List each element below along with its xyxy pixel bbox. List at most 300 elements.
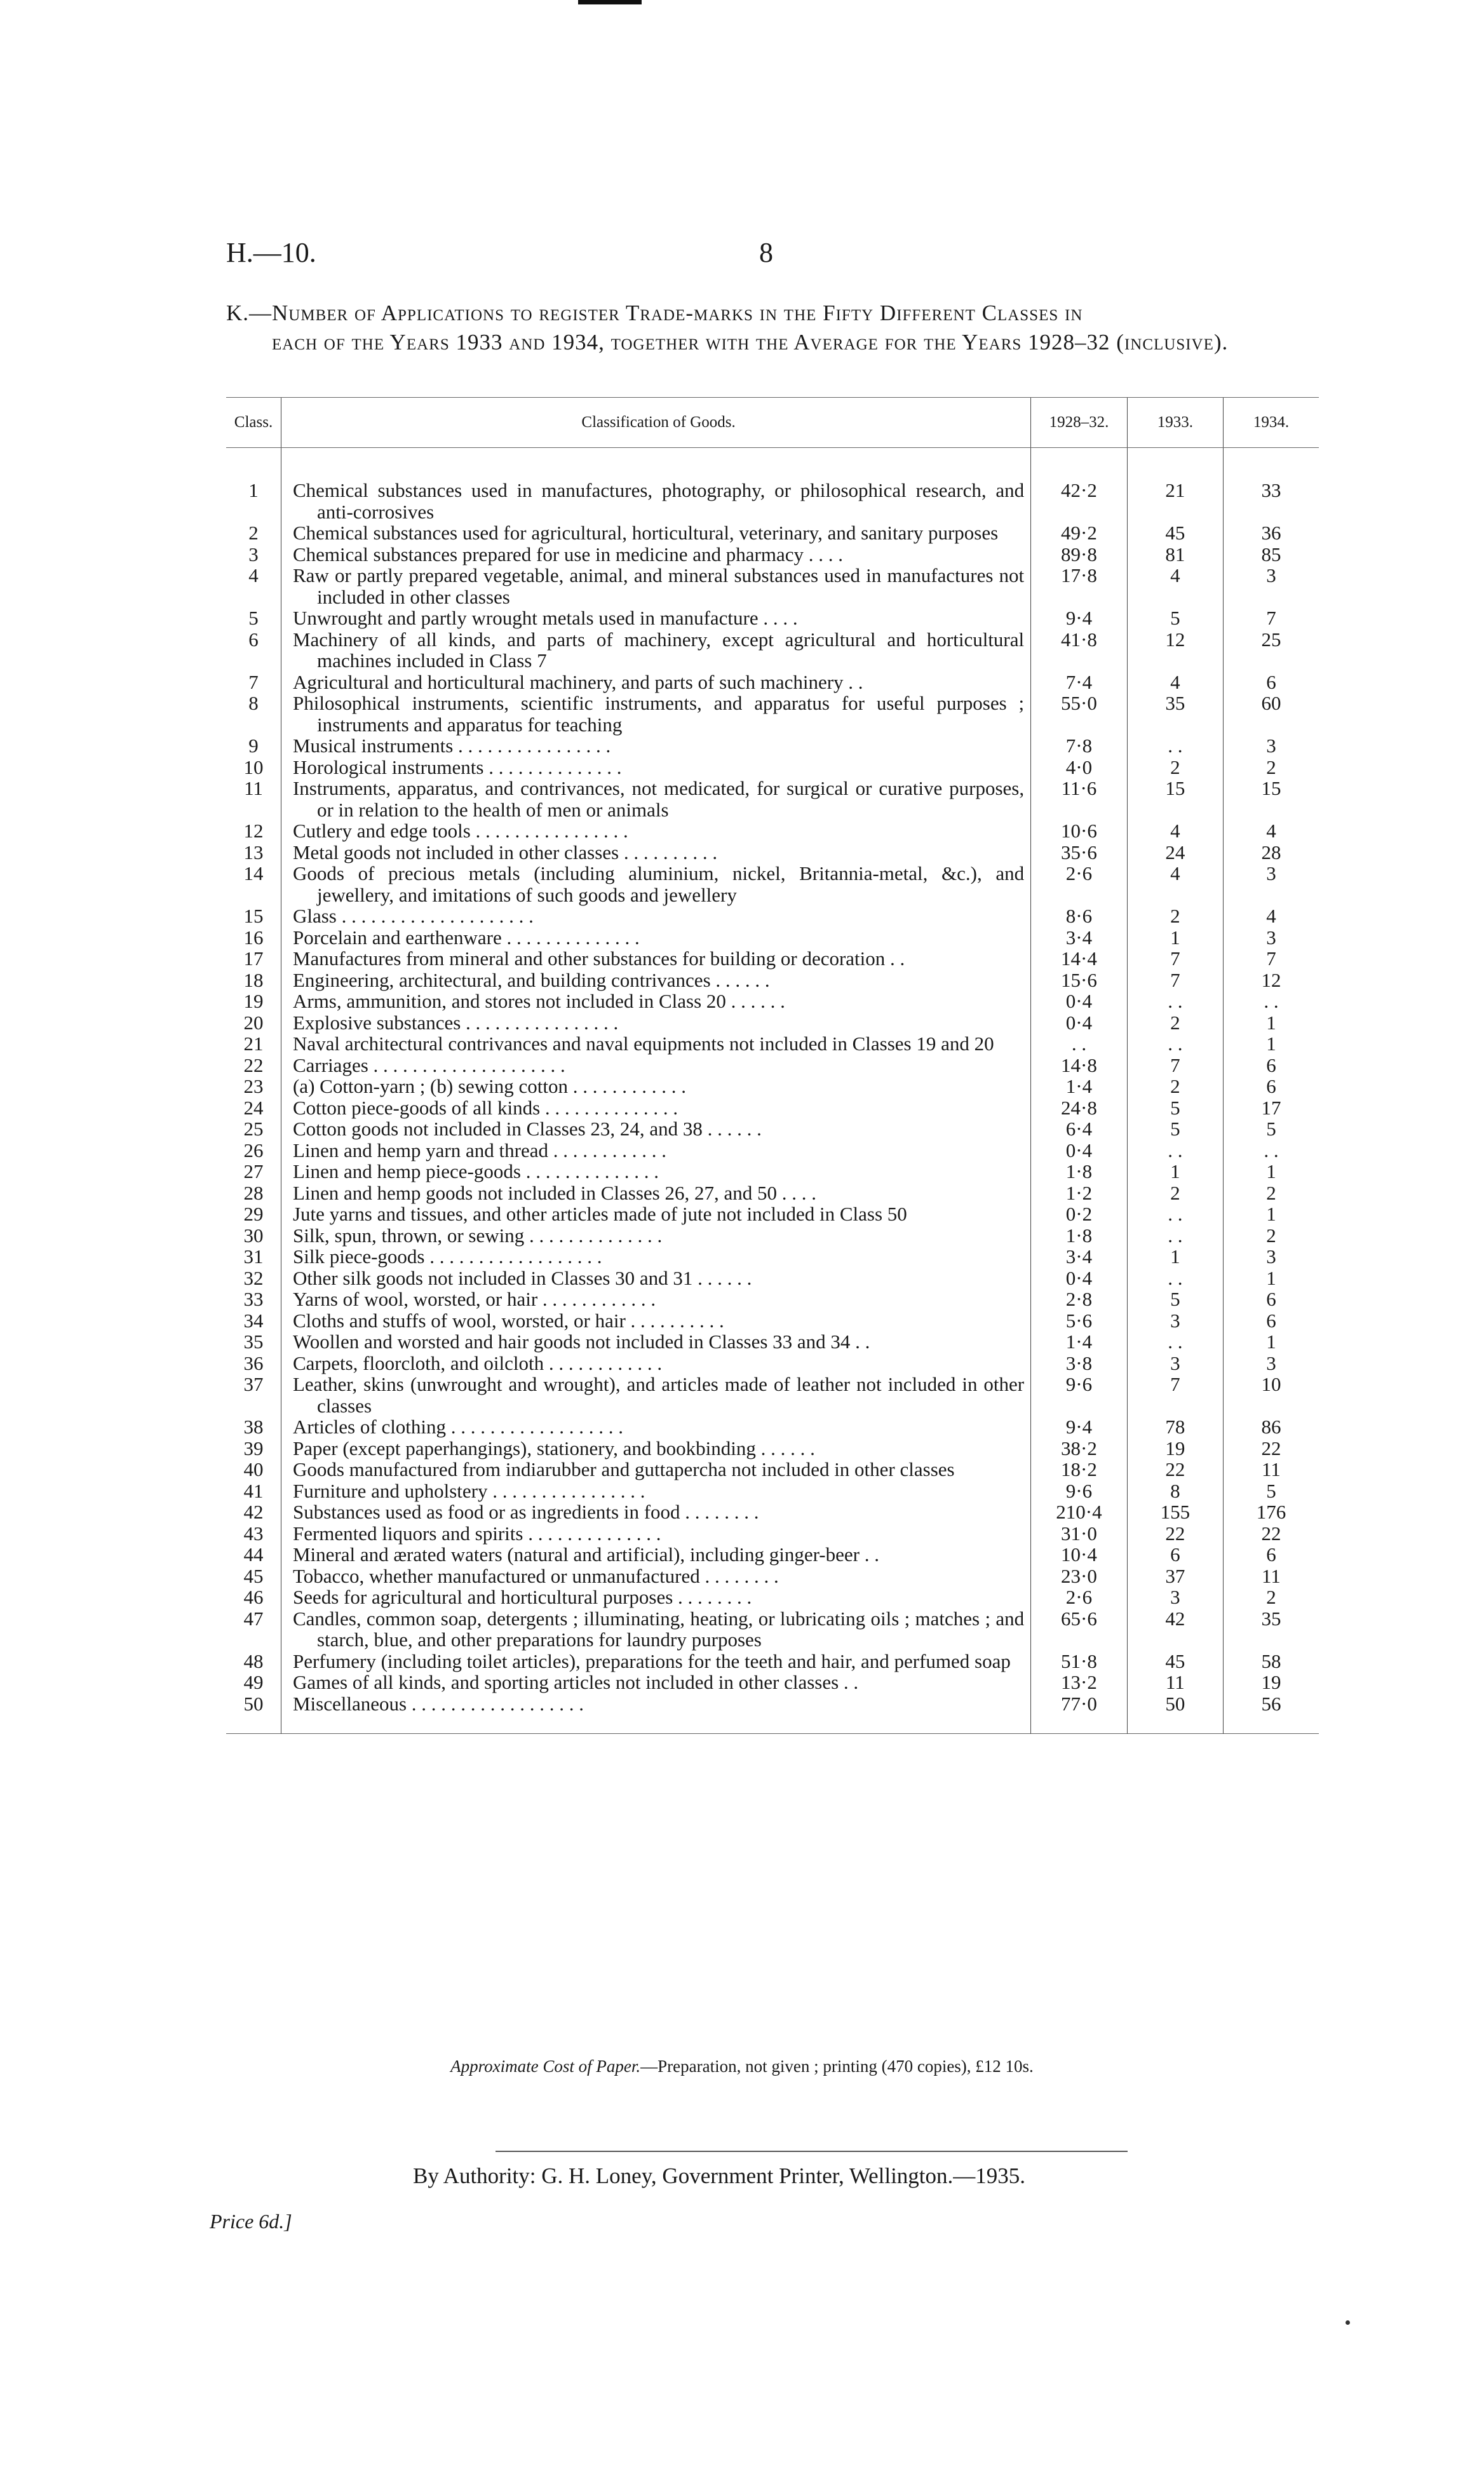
table-row <box>226 1523 1319 1545</box>
count-1934-cell: 17 <box>1223 1097 1319 1119</box>
table-row <box>226 1693 1319 1734</box>
goods-cell <box>281 1012 1030 1034</box>
count-1933-cell: 2 <box>1127 757 1223 778</box>
class-cell: 45 <box>243 1564 264 1587</box>
count-1933-cell: 21 <box>1127 448 1223 523</box>
class-cell: 1 <box>248 479 259 501</box>
goods-text: Cotton goods not included in Classes 23, 24, and 38 . . . . . . <box>292 1118 762 1140</box>
count-1933-cell: 1 <box>1127 1161 1223 1182</box>
goods-text: (a) Cotton-yarn ; (b) sewing cotton . . . . . . . . . . . . <box>292 1075 687 1097</box>
class-cell: 32 <box>243 1266 264 1289</box>
avg-1928-32-cell: 89·8 <box>1031 544 1128 565</box>
goods-text: Cutlery and edge tools . . . . . . . . . . . . . . . . <box>292 820 628 842</box>
count-1934-cell: 1 <box>1223 1268 1319 1289</box>
table-row <box>226 1438 1319 1459</box>
class-cell: 7 <box>248 670 259 693</box>
table-row <box>226 1587 1319 1608</box>
class-cell: 24 <box>243 1096 264 1119</box>
count-1934-cell: 6 <box>1223 1076 1319 1097</box>
count-1934-cell: 58 <box>1223 1651 1319 1672</box>
table-row <box>226 991 1319 1012</box>
class-cell: 49 <box>243 1671 264 1693</box>
goods-cell <box>281 735 1030 757</box>
goods-cell <box>281 629 1030 672</box>
goods-cell <box>281 948 1030 970</box>
count-1933-cell: 11 <box>1127 1672 1223 1693</box>
count-1934-cell: 1 <box>1223 1012 1319 1034</box>
avg-1928-32-cell: 51·8 <box>1031 1651 1128 1672</box>
table-row <box>226 1182 1319 1204</box>
col-header-class: Class. <box>226 398 281 448</box>
goods-cell <box>281 693 1030 735</box>
goods-cell <box>281 1140 1030 1161</box>
cost-label: Approximate Cost of Paper. <box>450 2057 641 2076</box>
count-1934-cell: 86 <box>1223 1416 1319 1438</box>
avg-1928-32-cell: 18·2 <box>1031 1459 1128 1480</box>
avg-1928-32-cell: 0·4 <box>1031 1268 1128 1289</box>
count-1933-cell: 37 <box>1127 1566 1223 1587</box>
table-row <box>226 1203 1319 1225</box>
avg-1928-32-cell: 2·8 <box>1031 1289 1128 1310</box>
avg-1928-32-cell: 9·6 <box>1031 1480 1128 1502</box>
goods-text: Games of all kinds, and sporting articles not included in other classes . . <box>292 1671 859 1693</box>
avg-1928-32-cell: 14·8 <box>1031 1055 1128 1076</box>
class-cell: 47 <box>243 1607 264 1630</box>
goods-text: Jute yarns and tissues, and other articles made of jute not included in Class 50 <box>292 1203 907 1225</box>
class-cell: 48 <box>243 1649 264 1672</box>
goods-cell <box>281 1480 1030 1502</box>
goods-text: Explosive substances . . . . . . . . . . . . . . . . <box>292 1011 619 1034</box>
avg-1928-32-cell: 14·4 <box>1031 948 1128 970</box>
col-header-1934: 1934. <box>1223 398 1319 448</box>
goods-text: Linen and hemp yarn and thread . . . . . . . . . . . . <box>292 1139 666 1161</box>
count-1934-cell: 2 <box>1223 757 1319 778</box>
authority-line: By Authority: G. H. Loney, Government Printer, Wellington.—1935. <box>413 2163 1026 2188</box>
goods-cell <box>281 448 1030 523</box>
table-row <box>226 1331 1319 1353</box>
goods-cell <box>281 544 1030 565</box>
class-cell: 40 <box>243 1458 264 1480</box>
count-1933-cell: 8 <box>1127 1480 1223 1502</box>
class-cell: 20 <box>243 1011 264 1034</box>
table-row <box>226 1651 1319 1672</box>
count-1933-cell: 35 <box>1127 693 1223 735</box>
class-cell: 11 <box>244 777 263 799</box>
class-cell: 29 <box>243 1203 264 1225</box>
count-1934-cell: 35 <box>1223 1608 1319 1651</box>
class-cell: 37 <box>243 1373 264 1395</box>
count-1933-cell: 5 <box>1127 1289 1223 1310</box>
count-1933-cell: 5 <box>1127 1118 1223 1140</box>
count-1933-cell: . . <box>1127 1225 1223 1247</box>
avg-1928-32-cell: 65·6 <box>1031 1608 1128 1651</box>
goods-text: Paper (except paperhangings), stationery, and bookbinding . . . . . . <box>292 1437 815 1459</box>
count-1933-cell: 24 <box>1127 842 1223 863</box>
avg-1928-32-cell: 35·6 <box>1031 842 1128 863</box>
count-1934-cell: 33 <box>1223 448 1319 523</box>
goods-text: Porcelain and earthenware . . . . . . . . . . . . . . <box>292 926 640 949</box>
class-cell: 26 <box>243 1139 264 1161</box>
page-number: 8 <box>759 237 773 268</box>
count-1934-cell: 1 <box>1223 1161 1319 1182</box>
class-cell: 23 <box>243 1075 264 1097</box>
class-cell: 4 <box>248 564 259 586</box>
class-cell: 43 <box>243 1522 264 1545</box>
count-1934-cell: 22 <box>1223 1523 1319 1545</box>
goods-text: Seeds for agricultural and horticultural purposes . . . . . . . . <box>292 1586 752 1608</box>
count-1933-cell: 7 <box>1127 1055 1223 1076</box>
goods-text: Agricultural and horticultural machinery, and parts of such machinery . . <box>292 670 863 693</box>
goods-cell <box>281 1523 1030 1545</box>
table-row <box>226 1672 1319 1693</box>
count-1933-cell: 19 <box>1127 1438 1223 1459</box>
goods-text: Goods manufactured from indiarubber and guttapercha not included in other classes <box>292 1458 955 1480</box>
avg-1928-32-cell: 5·6 <box>1031 1310 1128 1332</box>
goods-text: Horological instruments . . . . . . . . . . . . . . <box>292 755 622 778</box>
class-cell: 36 <box>243 1351 264 1374</box>
count-1934-cell: 6 <box>1223 672 1319 693</box>
count-1934-cell: 19 <box>1223 1672 1319 1693</box>
goods-cell <box>281 1310 1030 1332</box>
avg-1928-32-cell: 3·4 <box>1031 927 1128 949</box>
class-cell: 16 <box>243 926 264 949</box>
count-1934-cell: 6 <box>1223 1055 1319 1076</box>
count-1934-cell: 1 <box>1223 1203 1319 1225</box>
table-body <box>226 448 1319 1734</box>
count-1933-cell: 2 <box>1127 905 1223 927</box>
avg-1928-32-cell: 23·0 <box>1031 1566 1128 1587</box>
table-row <box>226 544 1319 565</box>
count-1933-cell: . . <box>1127 1331 1223 1353</box>
table-row <box>226 757 1319 778</box>
count-1934-cell: 25 <box>1223 629 1319 672</box>
goods-text: Articles of clothing . . . . . . . . . . . . . . . . . . <box>292 1416 624 1438</box>
table-row <box>226 778 1319 820</box>
avg-1928-32-cell: 1·4 <box>1031 1331 1128 1353</box>
count-1934-cell: 5 <box>1223 1118 1319 1140</box>
class-cell: 10 <box>243 755 264 778</box>
table-row <box>226 1012 1319 1034</box>
class-cell: 28 <box>243 1181 264 1204</box>
table-row <box>226 629 1319 672</box>
goods-cell <box>281 842 1030 863</box>
table-row <box>226 1501 1319 1523</box>
count-1934-cell: 7 <box>1223 607 1319 629</box>
class-cell: 14 <box>243 862 264 884</box>
class-cell: 2 <box>248 522 259 544</box>
table-row <box>226 1416 1319 1438</box>
goods-text: Silk piece-goods . . . . . . . . . . . . . . . . . . <box>292 1245 602 1268</box>
avg-1928-32-cell: 77·0 <box>1031 1693 1128 1734</box>
goods-text: Goods of precious metals (including aluminium, nickel, Britannia-metal, &c.), and jewellery, and imitations of such goods and jewellery <box>292 862 1025 906</box>
table-row <box>226 672 1319 693</box>
class-cell: 9 <box>248 734 259 757</box>
table-row <box>226 1055 1319 1076</box>
class-cell: 12 <box>243 820 264 842</box>
avg-1928-32-cell: 3·4 <box>1031 1246 1128 1268</box>
count-1934-cell: 3 <box>1223 565 1319 607</box>
avg-1928-32-cell: 0·4 <box>1031 1012 1128 1034</box>
table-row <box>226 927 1319 949</box>
class-cell: 42 <box>243 1501 264 1523</box>
count-1933-cell: 50 <box>1127 1693 1223 1734</box>
table-row <box>226 1076 1319 1097</box>
goods-text: Engineering, architectural, and building contrivances . . . . . . <box>292 968 770 991</box>
class-cell: 13 <box>243 841 264 863</box>
count-1933-cell: 4 <box>1127 565 1223 607</box>
goods-cell <box>281 757 1030 778</box>
goods-text: Musical instruments . . . . . . . . . . . . . . . . <box>292 734 611 757</box>
table-row <box>226 1225 1319 1247</box>
avg-1928-32-cell: 9·4 <box>1031 1416 1128 1438</box>
count-1934-cell: 28 <box>1223 842 1319 863</box>
class-cell: 5 <box>248 607 259 629</box>
goods-text: Instruments, apparatus, and contrivances, not medicated, for surgical or curative purposes, or in relation to the health of men or animals <box>292 777 1025 821</box>
avg-1928-32-cell: 7·4 <box>1031 672 1128 693</box>
avg-1928-32-cell: 31·0 <box>1031 1523 1128 1545</box>
table-row <box>226 1608 1319 1651</box>
goods-cell <box>281 863 1030 905</box>
goods-cell <box>281 565 1030 607</box>
count-1934-cell: 11 <box>1223 1566 1319 1587</box>
avg-1928-32-cell: 1·8 <box>1031 1161 1128 1182</box>
goods-cell <box>281 672 1030 693</box>
count-1933-cell: 15 <box>1127 778 1223 820</box>
class-cell: 17 <box>243 947 264 970</box>
trade-marks-table <box>226 397 1319 1739</box>
count-1933-cell: 3 <box>1127 1587 1223 1608</box>
count-1934-cell: . . <box>1223 991 1319 1012</box>
class-cell: 39 <box>243 1437 264 1459</box>
table-row <box>226 863 1319 905</box>
goods-text: Chemical substances used for agricultural, horticultural, veterinary, and sanitary purposes <box>292 522 999 544</box>
avg-1928-32-cell: 8·6 <box>1031 905 1128 927</box>
goods-cell <box>281 1182 1030 1204</box>
count-1934-cell: 3 <box>1223 863 1319 905</box>
avg-1928-32-cell: . . <box>1031 1033 1128 1055</box>
goods-text: Other silk goods not included in Classes 30 and 31 . . . . . . <box>292 1266 752 1289</box>
goods-text: Candles, common soap, detergents ; illuminating, heating, or lubricating oils ; matches ; and starch, blue, and other preparations for laundry purposes <box>292 1607 1025 1651</box>
avg-1928-32-cell: 0·2 <box>1031 1203 1128 1225</box>
goods-text: Perfumery (including toilet articles), preparations for the teeth and hair, and perfumed soap <box>292 1649 1011 1672</box>
count-1933-cell: 7 <box>1127 970 1223 991</box>
goods-cell <box>281 1161 1030 1182</box>
avg-1928-32-cell: 49·2 <box>1031 522 1128 544</box>
avg-1928-32-cell: 11·6 <box>1031 778 1128 820</box>
goods-cell <box>281 820 1030 842</box>
table-row <box>226 1480 1319 1502</box>
table-row <box>226 1246 1319 1268</box>
title-line-2: each of the Years 1933 and 1934, together with the Average for the Years 1928–32 (inclusive). <box>272 330 1229 355</box>
goods-text: Substances used as food or as ingredients in food . . . . . . . . <box>292 1501 759 1523</box>
goods-text: Leather, skins (unwrought and wrought), and articles made of leather not included in other classes <box>292 1373 1025 1417</box>
avg-1928-32-cell: 1·4 <box>1031 1076 1128 1097</box>
avg-1928-32-cell: 13·2 <box>1031 1672 1128 1693</box>
count-1933-cell: 81 <box>1127 544 1223 565</box>
table-row <box>226 1566 1319 1587</box>
avg-1928-32-cell: 210·4 <box>1031 1501 1128 1523</box>
count-1934-cell: 12 <box>1223 970 1319 991</box>
count-1934-cell: 22 <box>1223 1438 1319 1459</box>
count-1934-cell: 4 <box>1223 905 1319 927</box>
col-header-1933: 1933. <box>1127 398 1223 448</box>
table-header-row <box>226 398 1319 448</box>
count-1933-cell: 12 <box>1127 629 1223 672</box>
avg-1928-32-cell: 0·4 <box>1031 1140 1128 1161</box>
count-1934-cell: 1 <box>1223 1033 1319 1055</box>
price-note: Price 6d.] <box>210 2210 292 2233</box>
table-title <box>226 299 1319 357</box>
class-cell: 33 <box>243 1288 264 1310</box>
count-1933-cell: 4 <box>1127 672 1223 693</box>
table-row <box>226 1097 1319 1119</box>
count-1933-cell: 1 <box>1127 927 1223 949</box>
goods-text: Linen and hemp goods not included in Classes 26, 27, and 50 . . . . <box>292 1181 816 1204</box>
count-1933-cell: 4 <box>1127 820 1223 842</box>
table-row <box>226 1268 1319 1289</box>
class-cell: 6 <box>248 628 259 651</box>
avg-1928-32-cell: 17·8 <box>1031 565 1128 607</box>
table-row <box>226 1310 1319 1332</box>
count-1933-cell: 45 <box>1127 522 1223 544</box>
count-1933-cell: 22 <box>1127 1459 1223 1480</box>
authority-rule <box>496 2151 1128 2152</box>
goods-text: Furniture and upholstery . . . . . . . . . . . . . . . . <box>292 1479 645 1502</box>
count-1933-cell: 45 <box>1127 1651 1223 1672</box>
count-1933-cell: 3 <box>1127 1353 1223 1374</box>
count-1934-cell: 7 <box>1223 948 1319 970</box>
top-print-mark <box>578 0 642 4</box>
class-cell: 30 <box>243 1224 264 1247</box>
count-1933-cell: 6 <box>1127 1544 1223 1566</box>
table-row <box>226 1353 1319 1374</box>
count-1934-cell: 176 <box>1223 1501 1319 1523</box>
goods-cell <box>281 1651 1030 1672</box>
goods-text: Manufactures from mineral and other substances for building or decoration . . <box>292 947 905 970</box>
col-header-1928-32: 1928–32. <box>1031 398 1128 448</box>
goods-cell <box>281 970 1030 991</box>
class-cell: 25 <box>243 1118 264 1140</box>
goods-cell <box>281 607 1030 629</box>
count-1933-cell: 42 <box>1127 1608 1223 1651</box>
class-cell: 19 <box>243 990 264 1012</box>
count-1933-cell: 2 <box>1127 1012 1223 1034</box>
count-1934-cell: 56 <box>1223 1693 1319 1734</box>
table-row <box>226 1033 1319 1055</box>
goods-text: Tobacco, whether manufactured or unmanufactured . . . . . . . . <box>292 1564 779 1587</box>
count-1934-cell: 2 <box>1223 1182 1319 1204</box>
goods-cell <box>281 522 1030 544</box>
avg-1928-32-cell: 1·8 <box>1031 1225 1128 1247</box>
goods-text: Chemical substances prepared for use in medicine and pharmacy . . . . <box>292 543 843 565</box>
class-cell: 50 <box>243 1692 264 1715</box>
count-1933-cell: 5 <box>1127 1097 1223 1119</box>
count-1933-cell: . . <box>1127 1203 1223 1225</box>
goods-text: Chemical substances used in manufactures, photography, or philosophical research, and anti-corrosives <box>292 479 1025 523</box>
goods-cell <box>281 927 1030 949</box>
cost-note <box>0 2057 1484 2076</box>
table-row <box>226 448 1319 523</box>
count-1933-cell: 7 <box>1127 1374 1223 1416</box>
count-1934-cell: 6 <box>1223 1544 1319 1566</box>
avg-1928-32-cell: 38·2 <box>1031 1438 1128 1459</box>
avg-1928-32-cell: 10·6 <box>1031 820 1128 842</box>
table-row <box>226 1459 1319 1480</box>
goods-cell <box>281 1374 1030 1416</box>
count-1933-cell: 7 <box>1127 948 1223 970</box>
table-row <box>226 522 1319 544</box>
goods-cell <box>281 1566 1030 1587</box>
count-1934-cell: 2 <box>1223 1225 1319 1247</box>
goods-text: Carpets, floorcloth, and oilcloth . . . . . . . . . . . . <box>292 1351 663 1374</box>
class-cell: 35 <box>243 1330 264 1353</box>
table-row <box>226 905 1319 927</box>
avg-1928-32-cell: 4·0 <box>1031 757 1128 778</box>
goods-cell <box>281 1416 1030 1438</box>
goods-cell <box>281 1246 1030 1268</box>
count-1934-cell: 3 <box>1223 927 1319 949</box>
count-1934-cell: 6 <box>1223 1289 1319 1310</box>
goods-cell <box>281 1055 1030 1076</box>
count-1933-cell: 78 <box>1127 1416 1223 1438</box>
goods-cell <box>281 1097 1030 1119</box>
goods-cell <box>281 1544 1030 1566</box>
class-cell: 34 <box>243 1309 264 1332</box>
count-1933-cell: 2 <box>1127 1182 1223 1204</box>
goods-cell <box>281 1693 1030 1734</box>
col-header-goods: Classification of Goods. <box>281 398 1030 448</box>
count-1934-cell: 36 <box>1223 522 1319 544</box>
stray-dot <box>1346 2320 1350 2325</box>
count-1933-cell: 5 <box>1127 607 1223 629</box>
class-cell: 46 <box>243 1586 264 1608</box>
count-1933-cell: 1 <box>1127 1246 1223 1268</box>
table-row <box>226 1544 1319 1566</box>
goods-text: Cotton piece-goods of all kinds . . . . . . . . . . . . . . <box>292 1096 678 1119</box>
table-row <box>226 842 1319 863</box>
table-row <box>226 607 1319 629</box>
goods-cell <box>281 991 1030 1012</box>
avg-1928-32-cell: 9·6 <box>1031 1374 1128 1416</box>
goods-text: Cloths and stuffs of wool, worsted, or hair . . . . . . . . . . <box>292 1309 724 1332</box>
count-1933-cell: 4 <box>1127 863 1223 905</box>
table-row <box>226 1374 1319 1416</box>
table-row <box>226 820 1319 842</box>
count-1933-cell: . . <box>1127 735 1223 757</box>
goods-text: Carriages . . . . . . . . . . . . . . . . . . . . <box>292 1053 565 1076</box>
count-1934-cell: 60 <box>1223 693 1319 735</box>
goods-cell <box>281 1331 1030 1353</box>
count-1934-cell: . . <box>1223 1140 1319 1161</box>
title-line-1: K.—Number of Applications to register Trade-marks in the Fifty Different Classes in <box>226 301 1083 325</box>
goods-text: Machinery of all kinds, and parts of machinery, except agricultural and horticultural machines included in Class 7 <box>292 628 1025 672</box>
goods-cell <box>281 1118 1030 1140</box>
avg-1928-32-cell: 10·4 <box>1031 1544 1128 1566</box>
goods-cell <box>281 1459 1030 1480</box>
class-cell: 27 <box>243 1160 264 1182</box>
count-1934-cell: 2 <box>1223 1587 1319 1608</box>
count-1934-cell: 10 <box>1223 1374 1319 1416</box>
goods-cell <box>281 1033 1030 1055</box>
avg-1928-32-cell: 24·8 <box>1031 1097 1128 1119</box>
goods-cell <box>281 905 1030 927</box>
class-cell: 44 <box>243 1543 264 1566</box>
goods-cell <box>281 1438 1030 1459</box>
count-1934-cell: 85 <box>1223 544 1319 565</box>
avg-1928-32-cell: 41·8 <box>1031 629 1128 672</box>
count-1934-cell: 6 <box>1223 1310 1319 1332</box>
count-1934-cell: 1 <box>1223 1331 1319 1353</box>
